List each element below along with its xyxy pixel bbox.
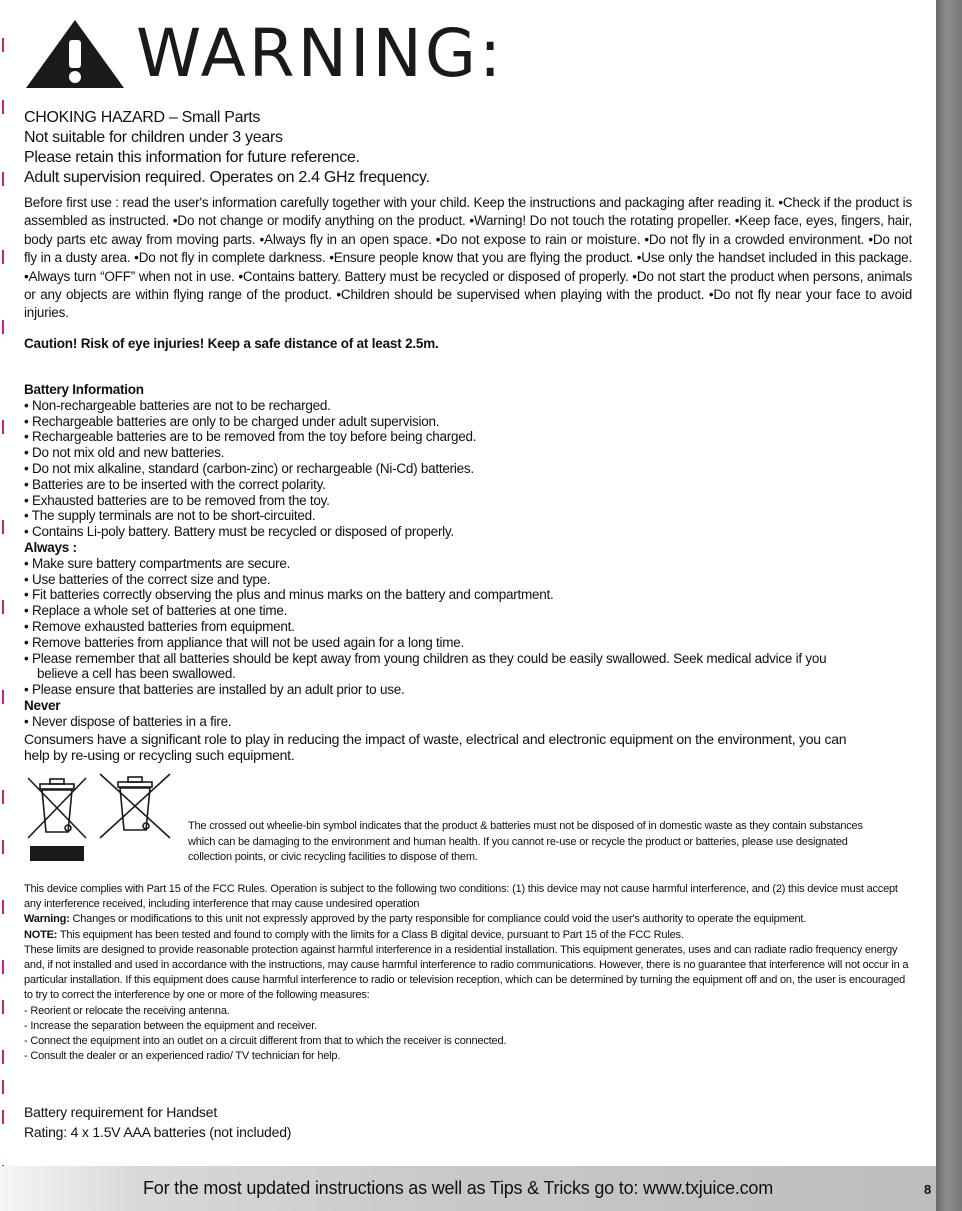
intro-line: Adult supervision required. Operates on 2.4 GHz frequency.: [24, 169, 430, 186]
always-item: • Replace a whole set of batteries at one time.: [24, 603, 288, 619]
fcc-warning-label: Warning:: [24, 913, 70, 926]
weee-notice: The crossed out wheelie-bin symbol indicates that the product & batteries must not be disposed of in domestic waste as they contain substances which can be damaging to the environment and human health. If you cannot re-use or recycle the product or batteries, please use designated collection points, or civic recycling facilities to dispose of them.: [188, 820, 863, 863]
footer-url-text: For the most updated instructions as well as Tips & Tricks go to: www.txjuice.com: [142, 1178, 774, 1198]
battery-item: • Do not mix alkaline, standard (carbon-zinc) or rechargeable (Ni-Cd) batteries.: [24, 460, 474, 476]
battery-item: • Batteries are to be inserted with the correct polarity.: [24, 476, 326, 492]
always-item: • Please remember that all batteries should be kept away from young children as they could be easily swallowed. Seek medical advice if you believe a cell has been swallowed.: [24, 650, 827, 682]
page-edge: [936, 0, 962, 1211]
fcc-warning-text: Changes or modifications to this unit not expressly approved by the party responsible for compliance could void the user's authority to operate the equipment.: [69, 913, 807, 926]
requirement-rating: Rating: 4 x 1.5V AAA batteries (not included): [24, 1124, 292, 1140]
battery-item: • Do not mix old and new batteries.: [24, 445, 225, 461]
intro-line: CHOKING HAZARD – Small Parts: [24, 109, 261, 126]
intro-line: Not suitable for children under 3 years: [24, 129, 283, 146]
warning-triangle-icon: [24, 18, 126, 90]
always-title: Always :: [24, 539, 77, 555]
battery-information: [24, 382, 914, 763]
usage-instructions: Before first use : read the user's information carefully together with your child. Keep the instructions and packaging after reading it. •Check if the product is assembled as instructed. •Do not change or modify anything on the product. •Warning! Do not touch the rotating propeller. •Keep face, eyes, fingers, hair, body parts etc away from moving parts. •Always fly in an open space. •Do not expose to rain or moisture. •Do not fly in a crowded environment. •Do not fly in a dusty area. •Do not fly in complete darkness. •Ensure people know that you are flying the product. •Use only the handset included in this package. •Always turn “OFF” when not in use. •Contains battery. Battery must be recycled or disposed of properly. •Do not start the product when persons, animals or any objects are within flying range of the product. •Children should be supervised when playing with the product. •Do not fly near your face to avoid injuries.: [24, 195, 912, 321]
solid-bar-mark: [30, 846, 84, 861]
requirement-line: Battery requirement for Handset: [24, 1104, 218, 1120]
battery-item: • Rechargeable batteries are to be removed from the toy before being charged.: [24, 429, 477, 445]
always-item: • Fit batteries correctly observing the plus and minus marks on the battery and compartment.: [24, 587, 554, 603]
battery-bin-icon: [100, 774, 170, 838]
fcc-measure: - Increase the separation between the equipment and receiver.: [24, 1019, 317, 1032]
consumers-note: Consumers have a significant role to play in reducing the impact of waste, electrical and electronic equipment on the environment, you can help by re-using or recycling such equipment.: [24, 730, 847, 763]
fcc-measure: - Consult the dealer or an experienced radio/ TV technician for help.: [24, 1050, 341, 1063]
fcc-warning: [24, 912, 914, 927]
fcc-limits: These limits are designed to provide reasonable protection against harmful interference in a residential installation. This equipment generates, uses and can radiate radio frequency energy and, if not installed and used in accordance with the instructions, may cause harmful interference to radio communications. However, there is no guarantee that interference will not occur in a particular installation. If this equipment does cause harmful interference to radio or television reception, which can be determined by turning the equipment off and on, the user is encouraged to try to correct the interference by one or more of the following measures:: [24, 943, 909, 1002]
caution-eye-injury: Caution! Risk of eye injuries! Keep a safe distance of at least 2.5m.: [24, 336, 439, 351]
battery-requirement: [24, 1102, 291, 1142]
battery-item: • Exhausted batteries are to be removed from the toy.: [24, 492, 330, 508]
fcc-statement: [24, 882, 914, 1064]
battery-item: • The supply terminals are not to be short-circuited.: [24, 508, 316, 524]
fcc-compliance: This device complies with Part 15 of the FCC Rules. Operation is subject to the following two conditions: (1) this device may not cause harmful interference, and (2) this device must accept any interference received, including interference that may cause undesired operation: [24, 883, 898, 911]
battery-item: • Contains Li-poly battery. Battery must be recycled or disposed of properly.: [24, 524, 454, 540]
page-number: 8: [924, 1182, 932, 1197]
always-item: • Remove batteries from appliance that will not be used again for a long time.: [24, 634, 464, 650]
fcc-note: [24, 928, 914, 943]
always-item: • Remove exhausted batteries from equipment.: [24, 618, 295, 634]
battery-title: Battery Information: [24, 382, 144, 397]
fcc-note-label: NOTE:: [24, 928, 58, 941]
always-item: • Make sure battery compartments are secure.: [24, 555, 291, 571]
never-title: Never: [24, 697, 61, 713]
fcc-note-text: This equipment has been tested and found to comply with the limits for a Class B digital device, pursuant to Part 15 of the FCC Rules.: [57, 928, 684, 941]
battery-item: • Non-rechargeable batteries are not to be recharged.: [24, 397, 331, 413]
warning-heading: [24, 14, 504, 94]
crossed-bin-icons: [24, 772, 204, 864]
never-item: • Never dispose of batteries in a fire.: [24, 713, 232, 729]
intro-block: [24, 108, 904, 188]
intro-line: Please retain this information for future reference.: [24, 149, 360, 166]
battery-item: • Rechargeable batteries are only to be charged under adult supervision.: [24, 413, 440, 429]
fcc-measure: - Connect the equipment into an outlet on a circuit different from that to which the receiver is connected.: [24, 1035, 507, 1048]
margin-marks: [2, 0, 5, 1211]
fcc-measure: - Reorient or relocate the receiving antenna.: [24, 1004, 230, 1017]
warning-title: WARNING:: [136, 15, 505, 92]
wheelie-bin-icon: [28, 778, 86, 838]
always-item: • Please ensure that batteries are installed by an adult prior to use.: [24, 682, 405, 698]
always-item: • Use batteries of the correct size and type.: [24, 571, 271, 587]
